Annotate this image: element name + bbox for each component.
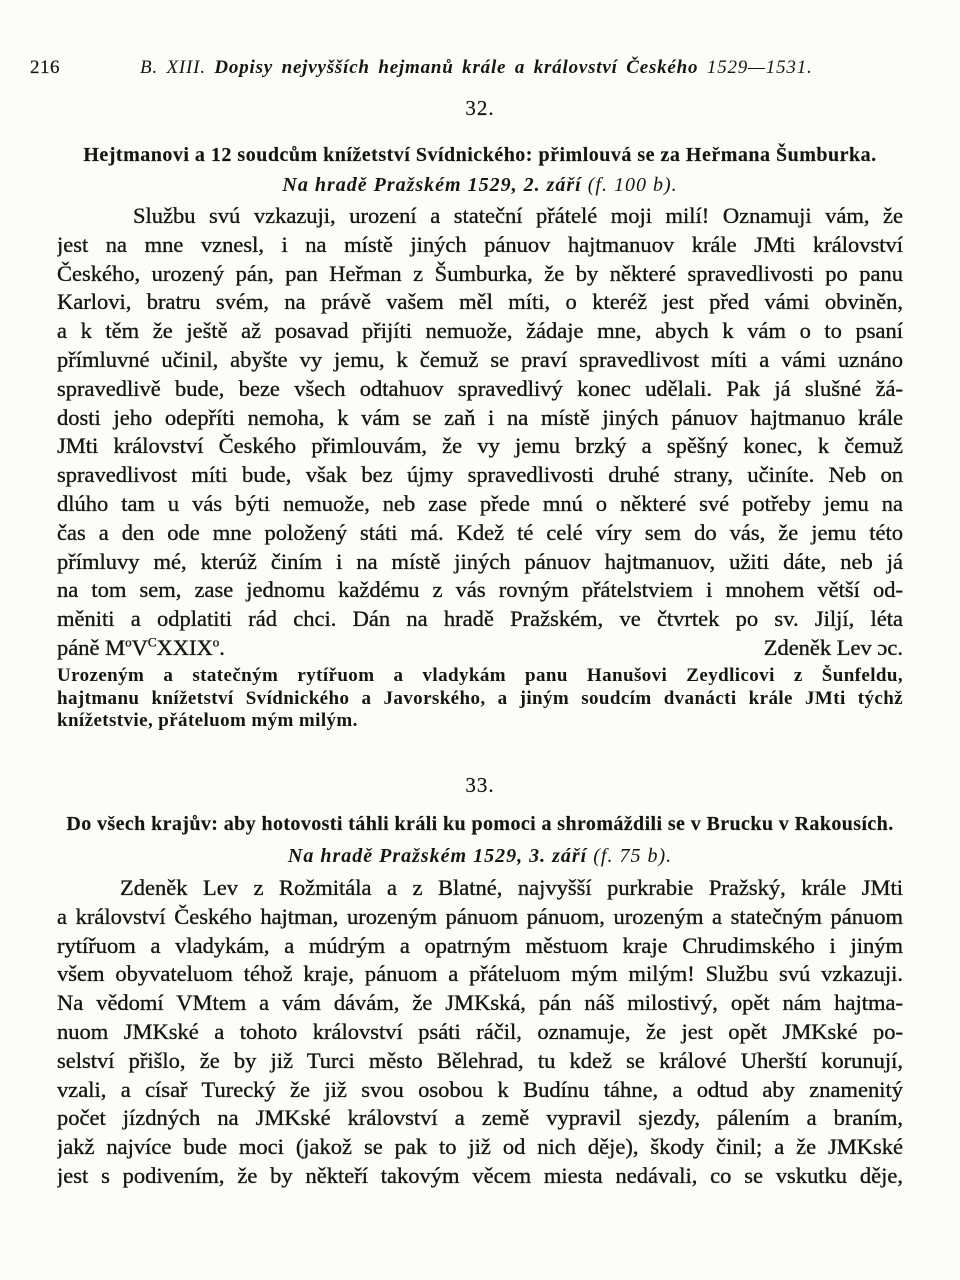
body-text-line: Zdeněk Lev z Rožmitála a z Blatné, najvyšší purkrabie Pražský, krále JMti: [120, 875, 903, 900]
body-text-line: JMti království Českého přimlouvám, že vy jemu brzký a spěšný konec, k čemuž: [57, 433, 903, 459]
address-line: Urozeným a statečným rytířuom a vladykám panu Hanušovi Zeydlicovi z Šunfeldu,: [57, 665, 903, 686]
body-text-line: přímluvy mé, kterúž činím i na místě jiných pánuov hajtmanuov, užiti dáte, neb já: [57, 548, 903, 574]
body-text-line: počet jízdných na JMKské království a země vypravil sjezdy, pálením a braním,: [57, 1105, 903, 1131]
place-date-line: [0, 844, 960, 868]
body-text-line: čas a den ode mne položený státi má. Kdež té celé víry sem do vás, že jemu této: [57, 519, 903, 545]
volume-years: 1529—1531.: [706, 57, 813, 78]
address-line: knížetstvie, přáteluom mým milým.: [57, 710, 358, 731]
volume-title: Dopisy nejvyšších hejmanů krále a království Českého: [214, 57, 699, 78]
address-line: hajtmanu knížetství Svídnického a Javorského, a jiným soudcím dvanácti krále JMti týchž: [57, 687, 903, 709]
dating-signature-line: [57, 634, 903, 663]
place-date: Na hradě Pražském 1529, 3. září: [287, 845, 588, 867]
body-text-line: měniti a odplatiti rád chci. Dán na hradě Pražském, ve čtvrtek po sv. Jiljí, léta: [57, 606, 903, 632]
superscript: C: [147, 634, 157, 650]
body-text-line: na tom sem, zase jednomu každému z vás rovným přátelstviem i mnohem větší od-: [57, 577, 903, 603]
body-text-line: jest s podivením, že by někteří takovým věcem miesta nedávali, co se vskutku děje,: [57, 1162, 903, 1188]
body-text-line: spravedlivost míti bude, však bez újmy spravedlivosti druhé strany, učiníte. Neb on: [57, 462, 903, 488]
body-text-line: dlúho tam u vás býti nemuože, neb zase přede mnú o některé své potřeby jemu na: [57, 490, 903, 516]
body-text-line: spravedlivě bude, beze všech odtahuov spravedlivý konec udělali. Pak já slušné žá-: [57, 375, 903, 401]
running-head-title: [140, 56, 813, 80]
dating: [57, 634, 225, 663]
superscript: o: [125, 634, 132, 650]
document-number: 33.: [465, 773, 495, 797]
body-text-line: přímluvné učinil, abyšte vy jemu, k čemuž se praví spravedlivost míti a vámi uznáno: [57, 346, 903, 372]
series-label: B. XIII.: [140, 57, 206, 78]
page-number: 216: [30, 57, 60, 78]
signature: Zdeněk Lev ɔc.: [763, 634, 903, 660]
letter-body: [57, 202, 903, 663]
dating-text: .: [219, 634, 225, 660]
body-text-line: selství přišlo, že by již Turci město Bělehrad, tu kdež se králové Uherští korunují,: [57, 1047, 903, 1073]
running-head: [0, 56, 960, 80]
body-text-line: jakž najvíce bude moci (jakož se pak to již od nich děje), škody činil; a že JMKské: [57, 1134, 903, 1160]
dating-text: páně M: [57, 634, 126, 660]
body-text-line: Službu svú vzkazuji, urození a stateční přátelé moji milí! Oznamuji vám, že: [133, 203, 903, 228]
superscript: o: [212, 634, 220, 650]
document-number: 32.: [465, 96, 495, 120]
document-summary: Hejtmanovi a 12 soudcům knížetství Svídnického: přimlouvá se za Heřmana Šumburka.: [83, 144, 877, 166]
body-text-line: nuom JMKské a tohoto království psáti ráčil, oznamuje, že jest opět JMKské po-: [57, 1018, 903, 1044]
letter-address: [57, 665, 903, 733]
body-text-line: Českého, urozený pán, pan Heřman z Šumburka, že by některé spravedlivosti po panu: [57, 260, 903, 286]
body-text-line: jest na mne vznesl, i na místě jiných pánuov hajtmanuov krále JMti království: [57, 231, 903, 257]
place-date: Na hradě Pražském 1529, 2. září: [282, 174, 582, 196]
body-text-line: všem obyvateluom téhož kraje, pánuom a přáteluom mým milým! Službu svú vzkazuji.: [57, 961, 903, 987]
body-text-line: a království Českého hajtman, urozeným pánuom pánuom, urozeným a statečným pánuom: [57, 903, 903, 929]
dating-text: XXIX: [156, 634, 213, 660]
body-text-line: a k těm že ještě až posavad přijíti nemuože, žádaje mne, abych k vám o to psaní: [57, 318, 903, 344]
body-text-line: Karlovi, bratru svém, na právě vašem měl míti, o kteréž jest před vámi obviněn,: [57, 289, 903, 315]
letter-body: [57, 874, 903, 1191]
body-text-line: rytířuom a vladykám, a múdrým a opatrným městuom kraje Chrudimského i jiným: [57, 932, 903, 958]
body-text-line: dosti jeho odepříti nemoha, k vám se zaň i na místě jiných pánuov hajtmanuo krále: [57, 404, 903, 430]
body-text-line: Na vědomí VMtem a vám dávám, že JMKská, pán náš milostivý, opět nám hajtma-: [57, 990, 903, 1016]
document-summary: Do všech krajův: aby hotovosti táhli králi ku pomoci a shromáždili se v Brucku v Rakousích.: [66, 813, 894, 835]
folio-reference: (f. 75 b).: [593, 845, 673, 867]
place-date-line: [0, 173, 960, 197]
body-text-line: vzali, a císař Turecký že již svou osobou k Budínu táhne, a odtud aby znamenitý: [57, 1076, 903, 1102]
folio-reference: (f. 100 b).: [587, 174, 678, 196]
dating-text: V: [131, 634, 148, 660]
